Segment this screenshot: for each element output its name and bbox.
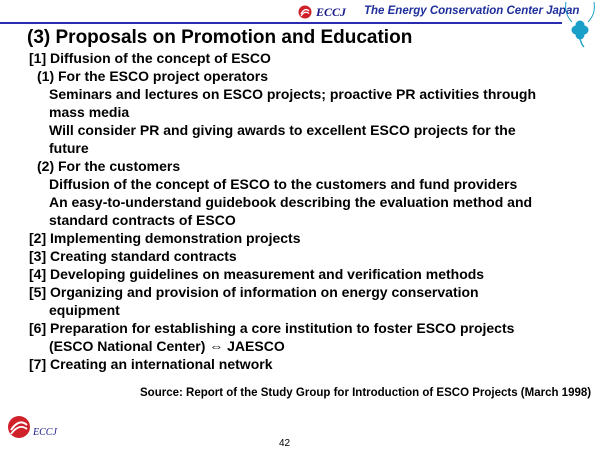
list-detail: Diffusion of the concept of ESCO to the customers and fund providers: [49, 176, 518, 192]
list-item: [7] Creating an international network: [29, 356, 273, 372]
list-item: [2] Implementing demonstration projects: [29, 230, 301, 246]
clover-logo-icon: [562, 0, 598, 50]
list-item: [1] Diffusion of the concept of ESCO: [29, 50, 271, 66]
source-note: Source: Report of the Study Group for Introduction of ESCO Projects (March 1998): [140, 387, 592, 399]
slide-header: [0, 0, 600, 24]
list-item: [5] Organizing and provision of information on energy conservation: [29, 284, 479, 300]
header-brand: ECCJ: [316, 5, 347, 19]
list-subheading: (2) For the customers: [37, 158, 181, 174]
slide-title: (3) Proposals on Promotion and Education: [27, 27, 413, 48]
list-item: [6] Preparation for establishing a core institution to foster ESCO projects: [29, 320, 515, 336]
list-detail: future: [49, 140, 89, 156]
page-number: 42: [279, 438, 291, 449]
list-detail: Seminars and lectures on ESCO projects; proactive PR activities through: [49, 86, 537, 102]
eccj-footer-logo-icon: [6, 414, 32, 440]
header-org-name: The Energy Conservation Center Japan: [364, 5, 580, 17]
eccj-logo-icon: [298, 5, 312, 19]
list-detail: Will consider PR and giving awards to excellent ESCO projects for the: [49, 122, 516, 138]
list-subheading: (1) For the ESCO project operators: [37, 68, 269, 84]
list-item: [3] Creating standard contracts: [29, 248, 237, 264]
header-divider: [0, 22, 562, 24]
list-item: [4] Developing guidelines on measurement and verification methods: [29, 266, 485, 282]
proposal-list: [29, 49, 584, 373]
footer-brand: ECCJ: [33, 427, 57, 438]
list-detail: standard contracts of ESCO: [49, 212, 236, 228]
list-item-continuation: (ESCO National Center) ⇔ JAESCO: [49, 338, 285, 354]
list-detail: An easy-to-understand guidebook describing the evaluation method and: [49, 194, 533, 210]
list-item-continuation: equipment: [49, 302, 120, 318]
list-detail: mass media: [49, 104, 130, 120]
